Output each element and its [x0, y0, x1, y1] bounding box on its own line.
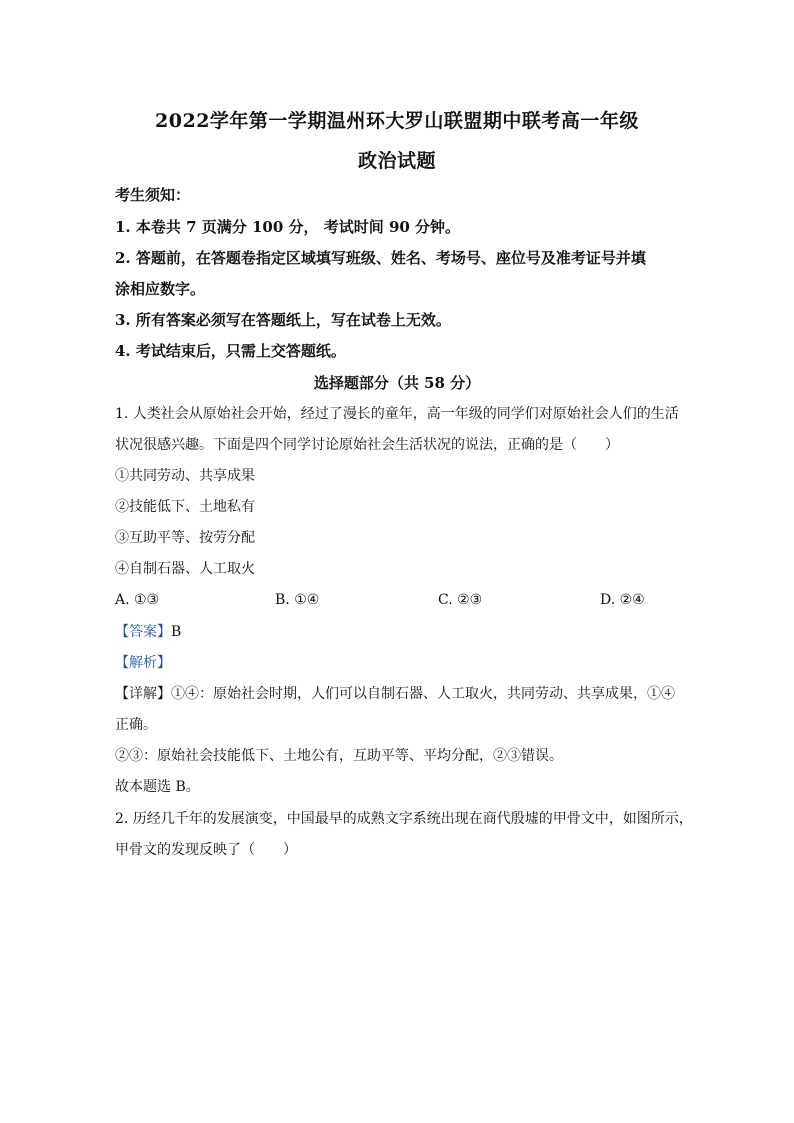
- q1-stem-line-1: 1. 人类社会从原始社会开始，经过了漫长的童年，高一年级的同学们对原始社会人们的生活: [115, 406, 679, 422]
- notice-item-3: 3. 所有答案必须写在答题纸上，写在试卷上无效。: [115, 311, 451, 329]
- detail-tag: 【详解】: [115, 686, 171, 702]
- q1-conclusion: 故本题选 B。: [115, 779, 200, 795]
- notice-item-4: 4. 考试结束后，只需上交答题纸。: [115, 342, 346, 360]
- notice-item-2-cont: 涂相应数字。: [115, 280, 206, 298]
- detail-text-1: ①④：原始社会时期，人们可以自制石器、人工取火，共同劳动、共享成果，①④: [171, 686, 675, 702]
- q1-statement-3: ③互助平等、按劳分配: [115, 530, 255, 546]
- answer-value: B: [171, 624, 182, 640]
- answer-tag: 【答案】: [115, 624, 171, 640]
- q1-option-a: A. ①③: [115, 592, 160, 608]
- analysis-tag: 【解析】: [115, 655, 171, 671]
- q1-detail-line-2: 正确。: [115, 717, 157, 733]
- notice-item-1: 1. 本卷共 7 页满分 100 分， 考试时间 90 分钟。: [115, 218, 461, 236]
- q1-analysis: [115, 653, 695, 673]
- notice-heading: 考生须知：: [115, 186, 191, 204]
- q1-option-c: C. ②③: [438, 592, 483, 608]
- q1-statement-4: ④自制石器、人工取火: [115, 561, 255, 577]
- page-subtitle: 政治试题: [357, 150, 436, 172]
- q2-stem-line-2: 甲骨文的发现反映了（ ）: [115, 842, 297, 858]
- q1-statement-2: ②技能低下、土地私有: [115, 499, 255, 515]
- q1-stem-line-2: 状况很感兴趣。下面是四个同学讨论原始社会生活状况的说法，正确的是（ ）: [115, 437, 619, 453]
- q1-detail-line-1: [115, 684, 695, 704]
- q1-answer: [115, 622, 695, 642]
- q1-statement-1: ①共同劳动、共享成果: [115, 468, 255, 484]
- page-title: 2022学年第一学期温州环大罗山联盟期中联考高一年级: [155, 110, 639, 132]
- q1-option-d: D. ②④: [600, 592, 645, 608]
- section-title: 选择题部分（共 58 分）: [313, 374, 481, 392]
- notice-item-2: 2. 答题前，在答题卷指定区域填写班级、姓名、考场号、座位号及准考证号并填: [115, 249, 646, 267]
- q1-option-b: B. ①④: [275, 592, 320, 608]
- q2-stem-line-1: 2. 历经几千年的发展演变，中国最早的成熟文字系统出现在商代殷墟的甲骨文中，如图所示，: [115, 811, 693, 827]
- q1-detail-line-3: ②③：原始社会技能低下、土地公有，互助平等、平均分配，②③错误。: [115, 748, 563, 764]
